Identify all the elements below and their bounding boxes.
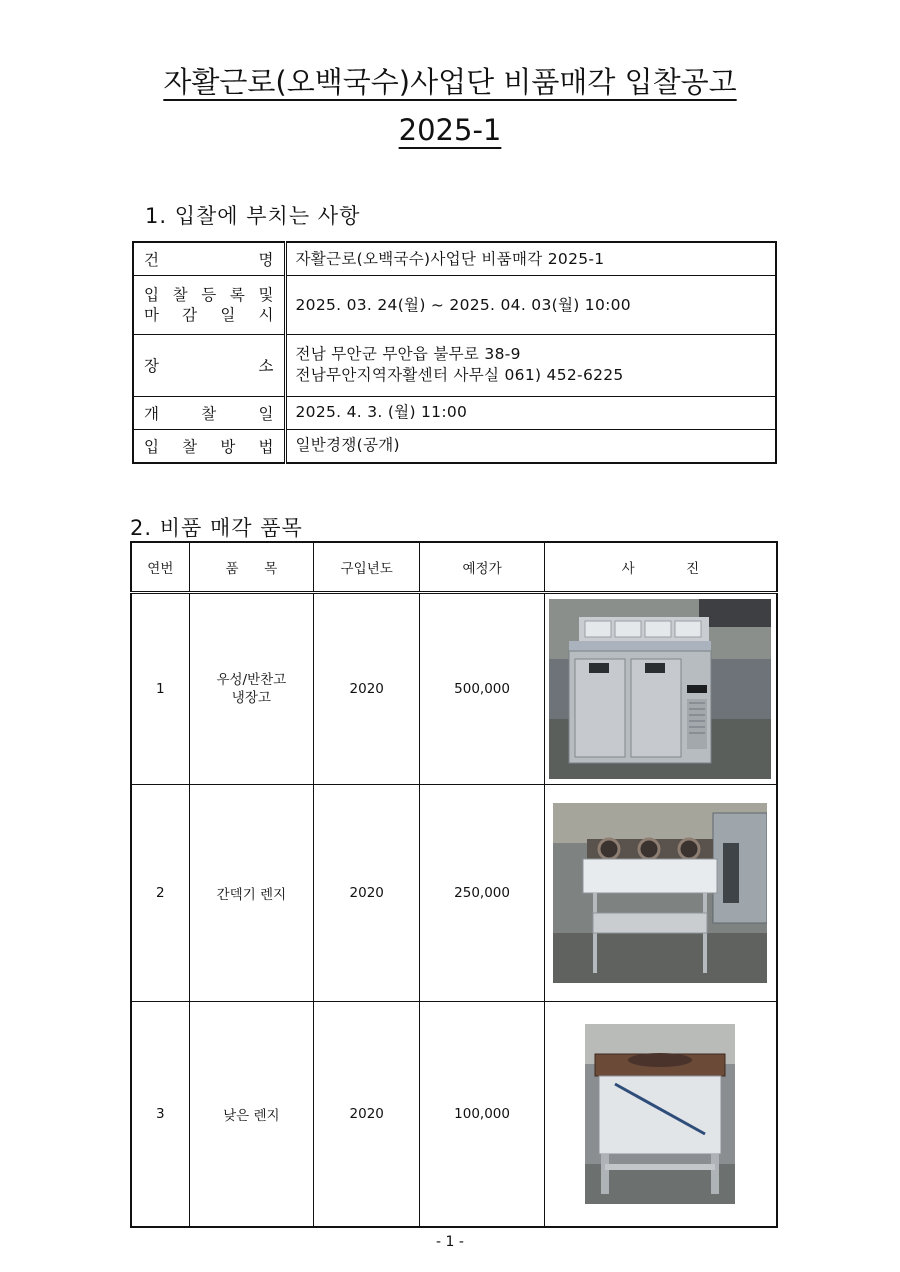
items-table — [130, 541, 778, 1228]
document-title: 자활근로(오백국수)사업단 비품매각 입찰공고 — [163, 65, 737, 99]
document-subtitle: 2025-1 — [398, 113, 502, 147]
row-value: 자활근로(오백국수)사업단 비품매각 2025-1 — [285, 242, 776, 276]
row-label: 입 찰 방 법 — [133, 429, 285, 463]
table-row — [133, 429, 776, 463]
table-row — [131, 592, 777, 784]
item-no: 2 — [131, 784, 189, 1001]
item-no: 1 — [131, 592, 189, 784]
item-year: 2020 — [314, 1001, 420, 1227]
item-name: 간덱기 렌지 — [189, 784, 313, 1001]
item-name: 낮은 렌지 — [189, 1001, 313, 1227]
section2-heading: 2. 비품 매각 품목 — [130, 516, 303, 540]
row-label: 입 찰 등 록 및 마 감 일 시 — [133, 276, 285, 335]
item-price: 500,000 — [420, 592, 544, 784]
address-line: 전남 무안군 무안읍 불무로 38-9 — [295, 345, 521, 364]
row-value: 일반경쟁(공개) — [285, 429, 776, 463]
table-header-row — [131, 542, 777, 592]
row-label: 건 명 — [133, 242, 285, 276]
col-header-price: 예정가 — [420, 542, 544, 592]
row-label: 장 소 — [133, 335, 285, 397]
col-header-year: 구입년도 — [314, 542, 420, 592]
section1-heading: 1. 입찰에 부치는 사항 — [145, 204, 361, 228]
page-number: - 1 - — [436, 1234, 464, 1250]
table-row — [133, 335, 776, 397]
item-photo-cell — [544, 784, 777, 1001]
bid-info-table — [132, 241, 777, 464]
table-row — [133, 276, 776, 335]
item-photo-cell — [544, 592, 777, 784]
col-header-item: 품 목 — [189, 542, 313, 592]
item-photo-cell — [544, 1001, 777, 1227]
item-year: 2020 — [314, 784, 420, 1001]
table-row — [133, 396, 776, 429]
refrigerator-photo — [549, 599, 771, 779]
three-burner-range-photo — [553, 803, 767, 983]
table-row — [133, 242, 776, 276]
table-row — [131, 1001, 777, 1227]
item-name: 우성/반찬고 냉장고 — [189, 592, 313, 784]
row-value: 2025. 03. 24(월) ~ 2025. 04. 03(월) 10:00 — [285, 276, 776, 335]
item-price: 100,000 — [420, 1001, 544, 1227]
low-range-photo — [585, 1024, 735, 1204]
row-value — [285, 335, 776, 397]
row-value: 2025. 4. 3. (월) 11:00 — [285, 396, 776, 429]
col-header-photo: 사 진 — [544, 542, 777, 592]
item-price: 250,000 — [420, 784, 544, 1001]
item-year: 2020 — [314, 592, 420, 784]
col-header-no: 연번 — [131, 542, 189, 592]
item-no: 3 — [131, 1001, 189, 1227]
office-contact-line: 전남무안지역자활센터 사무실 061) 452-6225 — [295, 366, 624, 385]
row-label: 개 찰 일 — [133, 396, 285, 429]
table-row — [131, 784, 777, 1001]
